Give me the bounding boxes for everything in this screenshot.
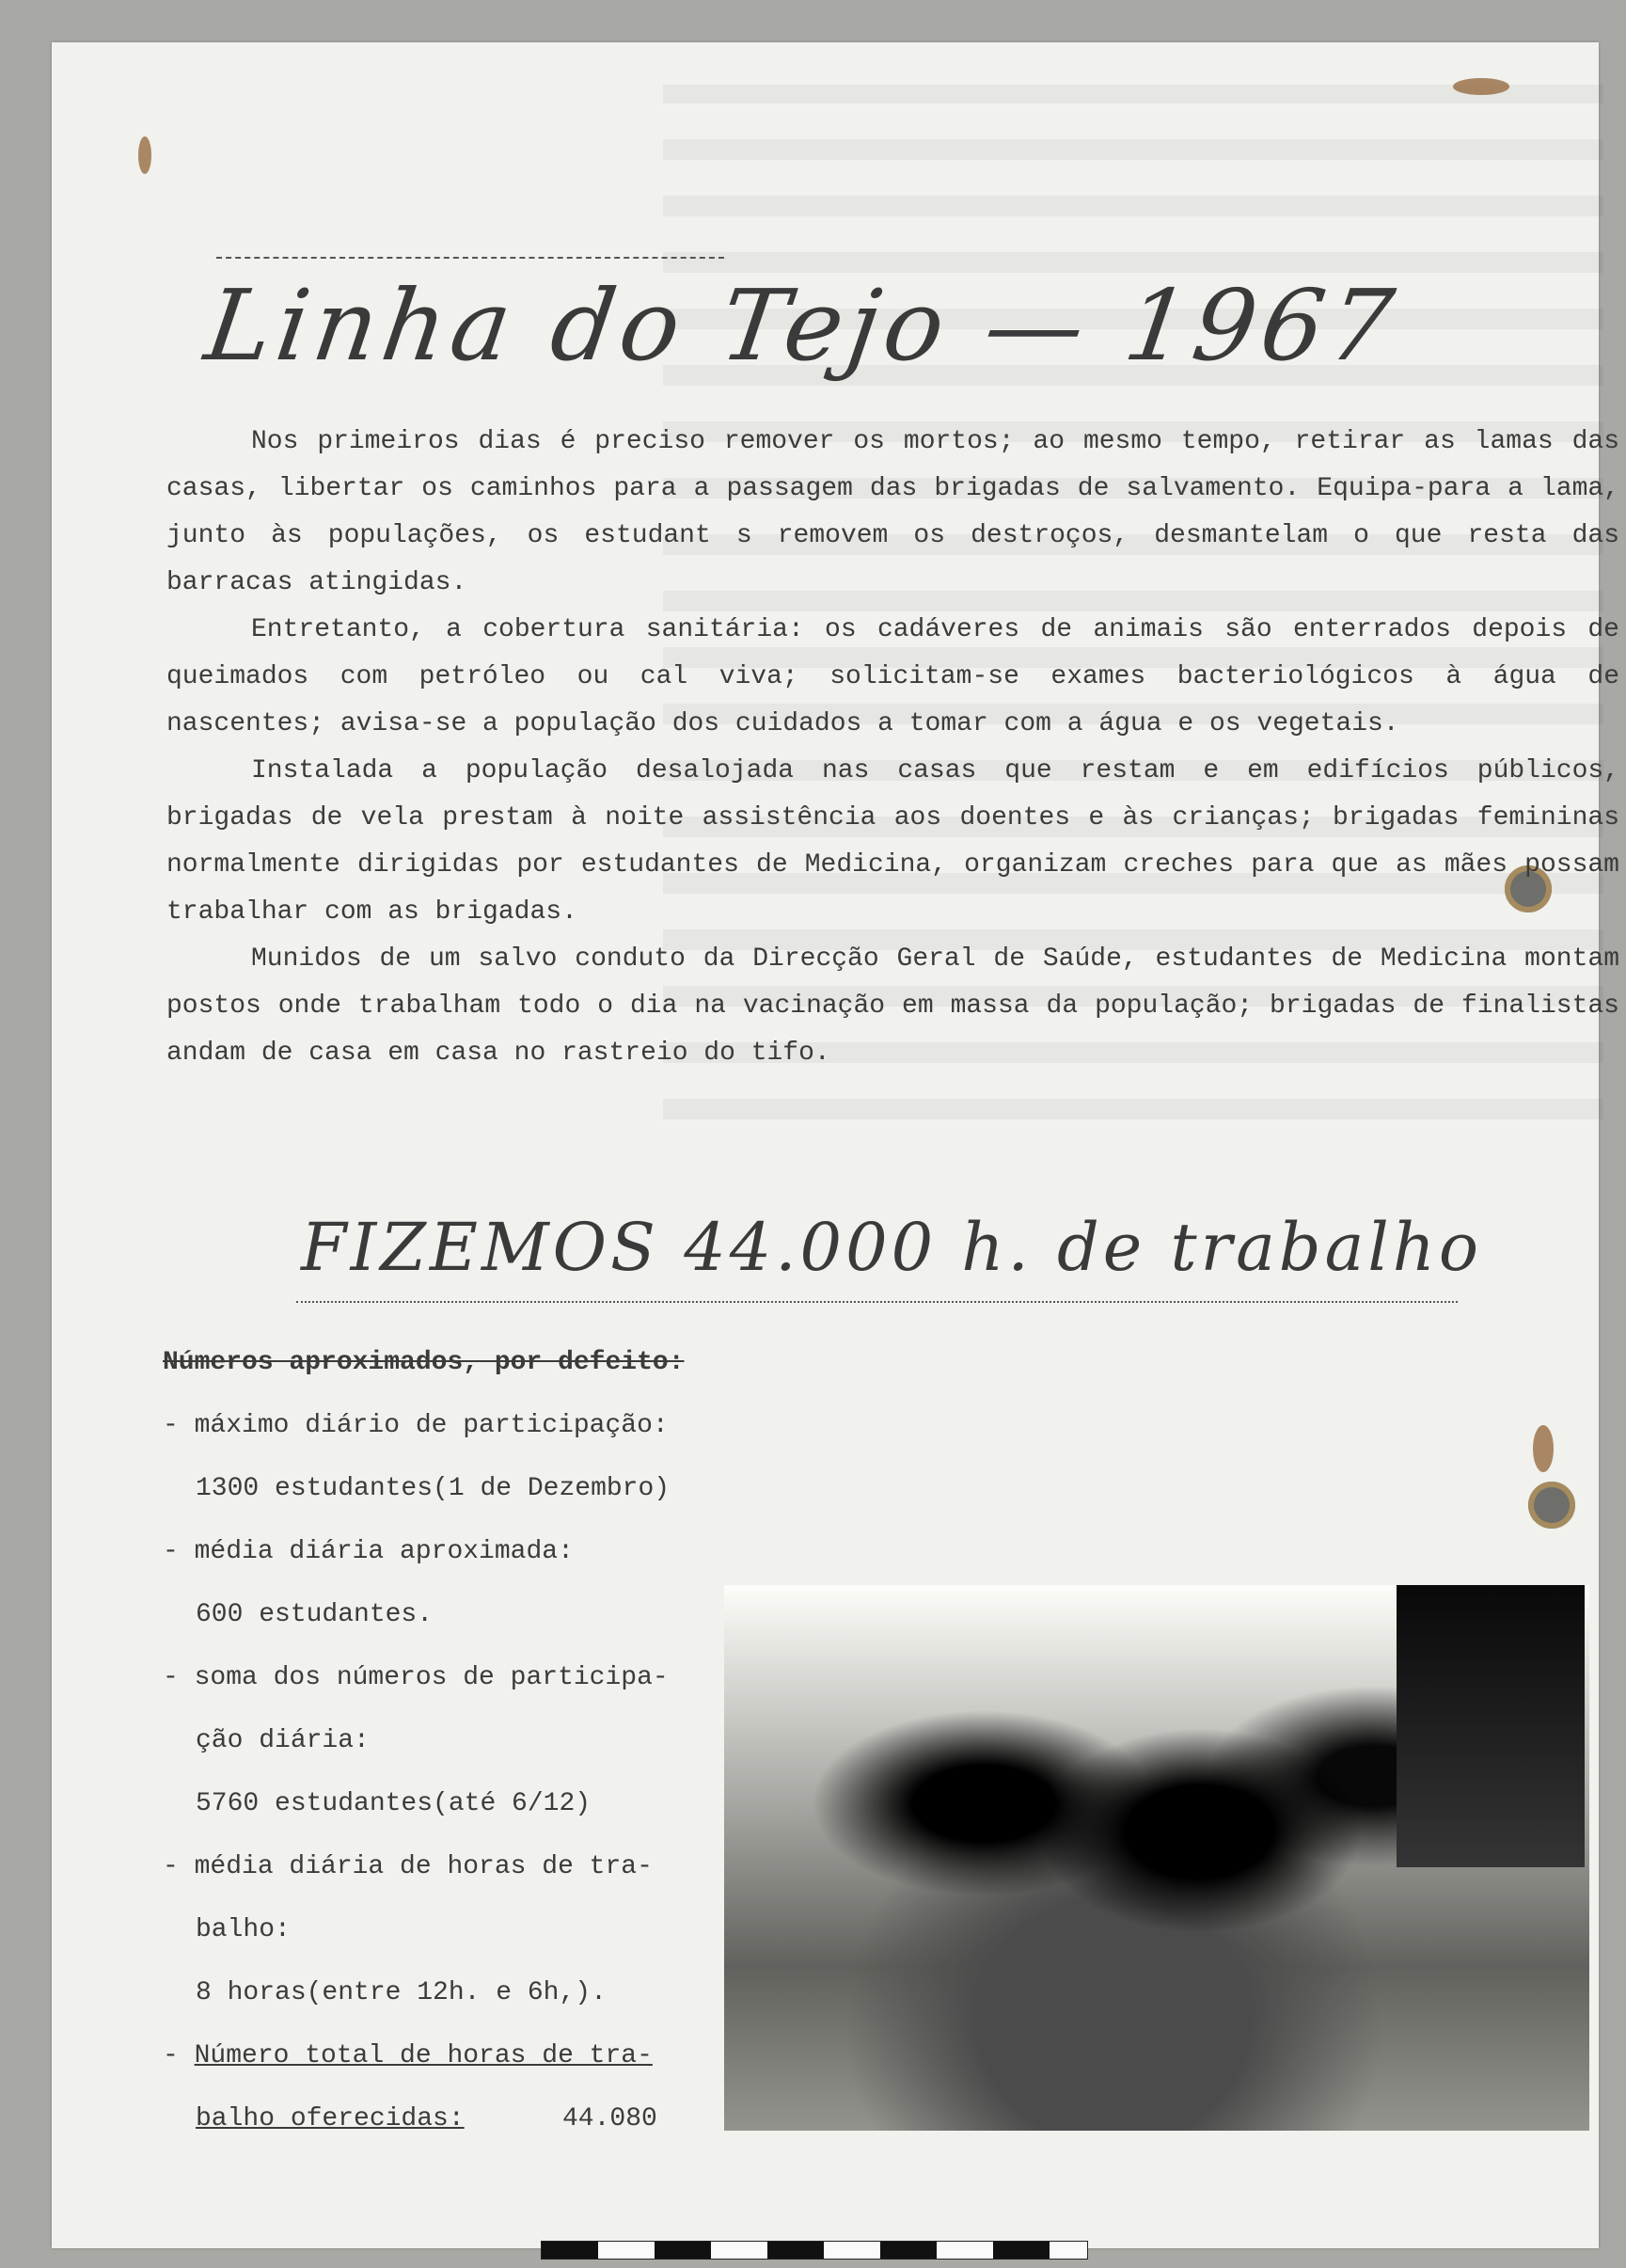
stats-heading: Números aproximados, por defeito: [163, 1348, 685, 1377]
list-value: 1300 estudantes(1 de Dezembro) [196, 1474, 671, 1503]
flood-photo [724, 1585, 1589, 2131]
punch-hole [1528, 1482, 1575, 1529]
list-value: 600 estudantes. [196, 1600, 434, 1629]
list-value: 8 horas(entre 12h. e 6h,). [196, 1978, 607, 2007]
paragraph: Instalada a população desalojada nas casas que restam e em edifícios públicos, brigadas de vela prestam à noite assistência aos doentes e às crianças; brigadas femininas normalmente dirigidas por estudantes de Medicina, organizam creches para que as mães possam trabalhar com as brigadas. [166, 756, 1619, 927]
list-item-cont: balho: [196, 1915, 291, 1944]
measurement-scale [541, 2241, 1088, 2260]
total-label-cont: balho oferecidas: [196, 2104, 465, 2133]
list-item: - média diária de horas de tra- [163, 1852, 653, 1881]
list-item: - média diária aproximada: [163, 1537, 574, 1566]
handwritten-subtitle: FIZEMOS 44.000 h. de trabalho [301, 1209, 1482, 1286]
list-item-total: - Número total de horas de tra- [163, 2041, 653, 2070]
rust-stain [138, 136, 151, 174]
list-item-cont: ção diária: [196, 1726, 370, 1755]
paragraph: Munidos de um salvo conduto da Direcção Geral de Saúde, estudantes de Medicina montam postos onde trabalham todo o dia na vacinação em massa da população; brigadas de finalistas andam de casa em casa no rastreio do tifo. [166, 944, 1619, 1068]
list-value: 5760 estudantes(até 6/12) [196, 1789, 592, 1818]
paragraph: Nos primeiros dias é preciso remover os mortos; ao mesmo tempo, retirar as lamas das casas, libertar os caminhos para a passagem das brigadas de salvamento. Equipa-para a lama, junto às populações, os estudant s removem os destroços, desmantelam o que resta das barracas atingidas. [166, 427, 1619, 597]
list-item: - máximo diário de participação: [163, 1411, 669, 1440]
total-value: 44.080 [562, 2104, 657, 2133]
handwritten-title: Linha do Tejo — 1967 [198, 268, 1406, 383]
ruled-line [216, 257, 724, 259]
photo-doorway [1397, 1585, 1585, 1867]
stats-list [163, 1331, 718, 2150]
total-label: Número total de horas de tra- [194, 2041, 653, 2070]
rust-stain [1453, 78, 1509, 95]
body-text [166, 419, 1619, 1077]
list-item-total-cont [163, 2087, 718, 2150]
rust-stain [1533, 1425, 1554, 1472]
list-item: - soma dos números de participa- [163, 1663, 669, 1692]
document-page [52, 42, 1619, 2248]
dotted-underline [296, 1301, 1458, 1303]
paragraph: Entretanto, a cobertura sanitária: os cadáveres de animais são enterrados depois de queimados com petróleo ou cal viva; solicitam-se exames bacteriológicos à água de nascentes; avisa-se a população dos cuidados a tomar com a água e os vegetais. [166, 615, 1619, 738]
